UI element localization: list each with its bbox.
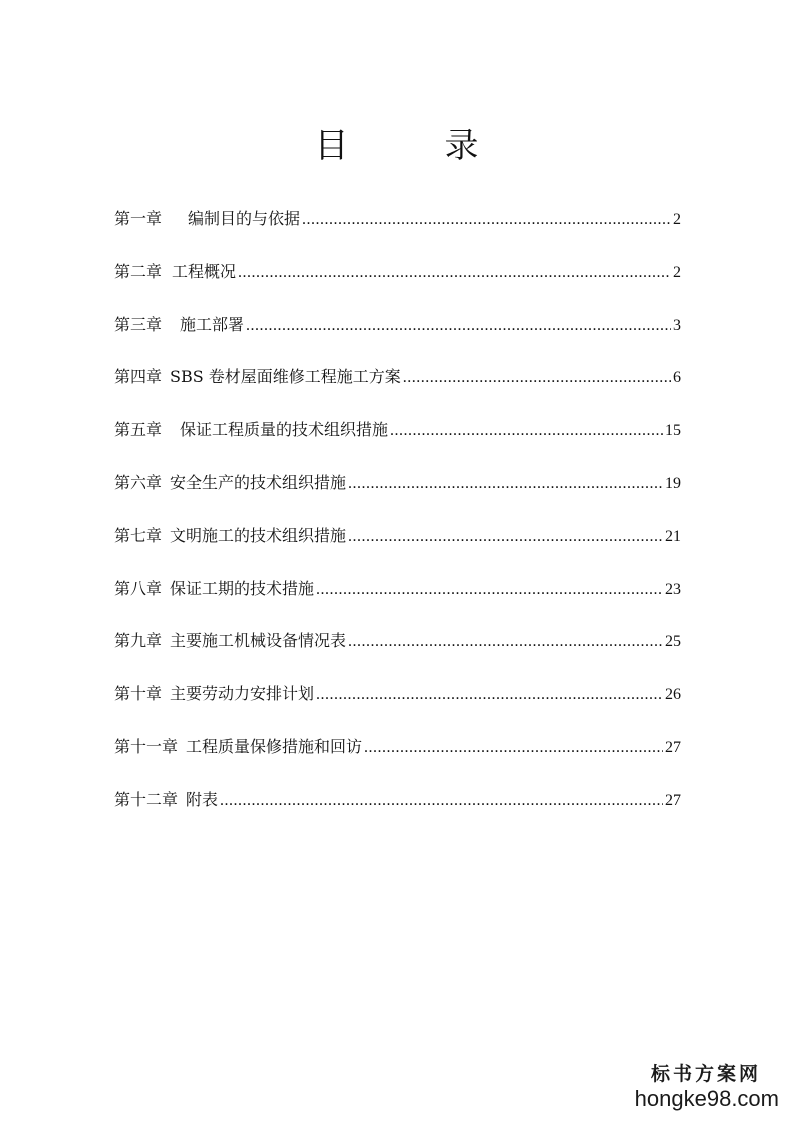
page-title bbox=[0, 122, 793, 170]
toc-entry[interactable] bbox=[114, 467, 681, 520]
toc-entry[interactable] bbox=[114, 414, 681, 467]
toc-dot-leader bbox=[220, 785, 663, 817]
toc-entry[interactable] bbox=[114, 573, 681, 626]
toc-chapter-label: 第十章 bbox=[114, 684, 163, 704]
toc-entry-title: 保证工程质量的技术组织措施 bbox=[180, 420, 389, 440]
table-of-contents bbox=[114, 203, 681, 837]
toc-dot-leader bbox=[246, 310, 671, 342]
toc-entry-title: 主要施工机械设备情况表 bbox=[170, 631, 347, 651]
toc-chapter-label: 第五章 bbox=[114, 420, 163, 440]
title-char-1: 目 bbox=[314, 126, 349, 166]
toc-dot-leader bbox=[316, 679, 663, 711]
toc-page-number: 3 bbox=[673, 316, 681, 334]
toc-dot-leader bbox=[238, 257, 671, 289]
title-char-2: 录 bbox=[444, 126, 479, 166]
toc-page-number: 21 bbox=[665, 527, 681, 545]
toc-chapter-label: 第一章 bbox=[114, 209, 163, 228]
toc-entry-title: 文明施工的技术组织措施 bbox=[170, 525, 347, 545]
toc-page-number: 23 bbox=[665, 580, 681, 598]
watermark-url-text: hongke98.com bbox=[634, 1086, 779, 1111]
toc-entry[interactable] bbox=[114, 678, 681, 731]
toc-entry-title: SBS 卷材屋面维修工程施工方案 bbox=[170, 367, 401, 387]
toc-entry[interactable] bbox=[114, 309, 681, 362]
toc-page-number: 27 bbox=[665, 738, 681, 756]
toc-entry[interactable] bbox=[114, 361, 681, 414]
toc-dot-leader bbox=[403, 362, 671, 394]
toc-entry-title: 工程质量保修措施和回访 bbox=[186, 736, 363, 756]
toc-chapter-label: 第十一章 bbox=[114, 736, 179, 756]
toc-entry-title: 工程概况 bbox=[172, 261, 237, 281]
toc-chapter-label: 第八章 bbox=[114, 578, 163, 598]
toc-entry-title: 主要劳动力安排计划 bbox=[170, 684, 315, 704]
toc-page-number: 19 bbox=[665, 474, 681, 492]
toc-entry[interactable] bbox=[114, 256, 681, 309]
toc-page-number: 26 bbox=[665, 686, 681, 704]
toc-chapter-label: 第七章 bbox=[114, 525, 163, 545]
toc-chapter-label: 第二章 bbox=[114, 261, 163, 281]
toc-chapter-label: 第六章 bbox=[114, 472, 163, 492]
toc-chapter-label: 第四章 bbox=[114, 367, 163, 387]
site-watermark bbox=[635, 1062, 779, 1112]
toc-entry[interactable] bbox=[114, 520, 681, 573]
toc-dot-leader bbox=[316, 574, 663, 606]
toc-entry[interactable] bbox=[114, 625, 681, 678]
toc-dot-leader bbox=[390, 415, 663, 447]
toc-page-number: 2 bbox=[673, 263, 681, 281]
toc-page-number: 15 bbox=[665, 422, 681, 440]
toc-entry-title: 附表 bbox=[186, 789, 219, 809]
toc-entry-title: 编制目的与依据 bbox=[188, 209, 301, 228]
toc-page-number: 27 bbox=[665, 791, 681, 809]
toc-entry[interactable] bbox=[114, 731, 681, 784]
toc-entry-title: 安全生产的技术组织措施 bbox=[170, 472, 347, 492]
toc-dot-leader bbox=[364, 732, 663, 764]
toc-dot-leader bbox=[302, 204, 671, 236]
watermark-cn-text: 标书方案网 bbox=[650, 1063, 761, 1085]
toc-chapter-label: 第九章 bbox=[114, 631, 163, 651]
toc-chapter-label: 第十二章 bbox=[114, 789, 179, 809]
toc-entry[interactable] bbox=[114, 203, 681, 256]
toc-dot-leader bbox=[348, 468, 663, 500]
toc-dot-leader bbox=[348, 521, 663, 553]
toc-entry[interactable] bbox=[114, 784, 681, 837]
toc-entry-title: 保证工期的技术措施 bbox=[170, 578, 315, 598]
toc-dot-leader bbox=[348, 626, 663, 658]
toc-page-number: 6 bbox=[673, 369, 681, 387]
toc-page-number: 2 bbox=[673, 211, 681, 228]
toc-chapter-label: 第三章 bbox=[114, 314, 163, 334]
toc-page-number: 25 bbox=[665, 633, 681, 651]
toc-entry-title: 施工部署 bbox=[180, 314, 245, 334]
